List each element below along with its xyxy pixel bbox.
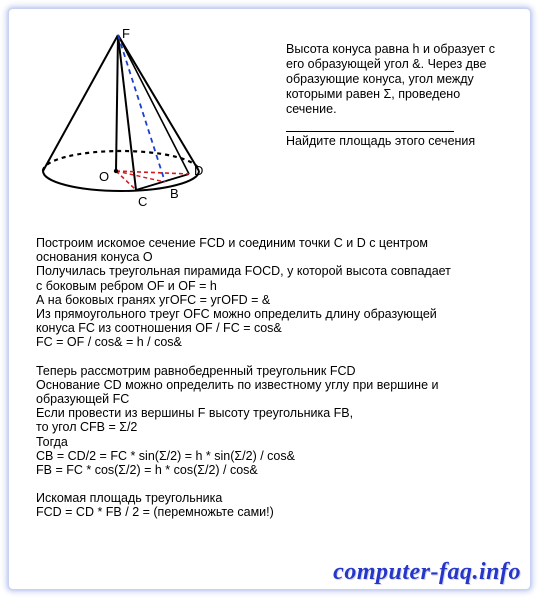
solution-line: Теперь рассмотрим равнобедренный треугольник FCD (36, 363, 356, 378)
problem-line: его образующей угол &. Через две (286, 57, 487, 71)
solution-line: основания конуса O (36, 250, 153, 265)
label-b: B (170, 186, 179, 201)
solution-line: Если провести из вершины F высоту треугольника FB, (36, 406, 354, 421)
problem-line: Высота конуса равна h и образует с (286, 42, 495, 56)
problem-statement (286, 42, 516, 149)
center-point-o (114, 169, 118, 173)
problem-line: которыми равен Σ, проведено (286, 87, 461, 101)
solution-line: образующей FC (36, 392, 130, 407)
solution-line: то угол CFB = Σ/2 (36, 420, 138, 435)
solution-line: Тогда (36, 434, 68, 449)
solution-line: Получилась треугольная пирамида FOCD, у которой высота совпадает (36, 264, 451, 279)
dashed-od (116, 171, 189, 174)
solution-line: CB = CD/2 = FC * sin(Σ/2) = h * sin(Σ/2) / cos& (36, 448, 295, 463)
label-o: O (99, 169, 110, 184)
problem-line: образующие конуса, угол между (286, 72, 474, 86)
label-c: C (138, 194, 148, 209)
cone-right-edge (118, 35, 199, 171)
problem-line: сечение. (286, 102, 337, 116)
site-watermark: computer-faq.info (333, 559, 521, 585)
dashed-height-fb (118, 35, 165, 182)
generatrix-fc (118, 35, 136, 190)
solution-line: А на боковых гранях угOFC = угOFD = & (36, 292, 271, 307)
label-d: D (194, 163, 204, 178)
solution-line: FB = FC * cos(Σ/2) = h * cos(Σ/2) / cos& (36, 463, 258, 478)
solution-line: Построим искомое сечение FCD и соединим точки C и D с центром (36, 236, 429, 250)
solution-line: Основание CD можно определить по известному углу при вершине и (36, 377, 439, 392)
label-f: F (122, 26, 130, 41)
cone-left-edge (43, 35, 118, 171)
solution-line: Искомая площадь треугольника (36, 491, 223, 506)
problem-divider (286, 131, 454, 132)
paragraph-gap (36, 477, 516, 491)
solution-line: FC = OF / cos& = h / cos& (36, 335, 182, 350)
cone-base-back (43, 151, 199, 171)
solution-line: конуса FC из соотношения OF / FC = cos& (36, 321, 282, 336)
solution-line: Из прямоугольного треуг OFC можно определить длину образующей (36, 307, 437, 322)
solution-text (36, 236, 516, 520)
paragraph-gap (36, 350, 516, 364)
solution-line: FCD = CD * FB / 2 = (перемножьте сами!) (36, 505, 274, 520)
problem-question: Найдите площадь этого сечения (286, 134, 476, 148)
solution-line: с боковым ребром OF и OF = h (36, 278, 217, 293)
generatrix-fd (118, 35, 189, 174)
